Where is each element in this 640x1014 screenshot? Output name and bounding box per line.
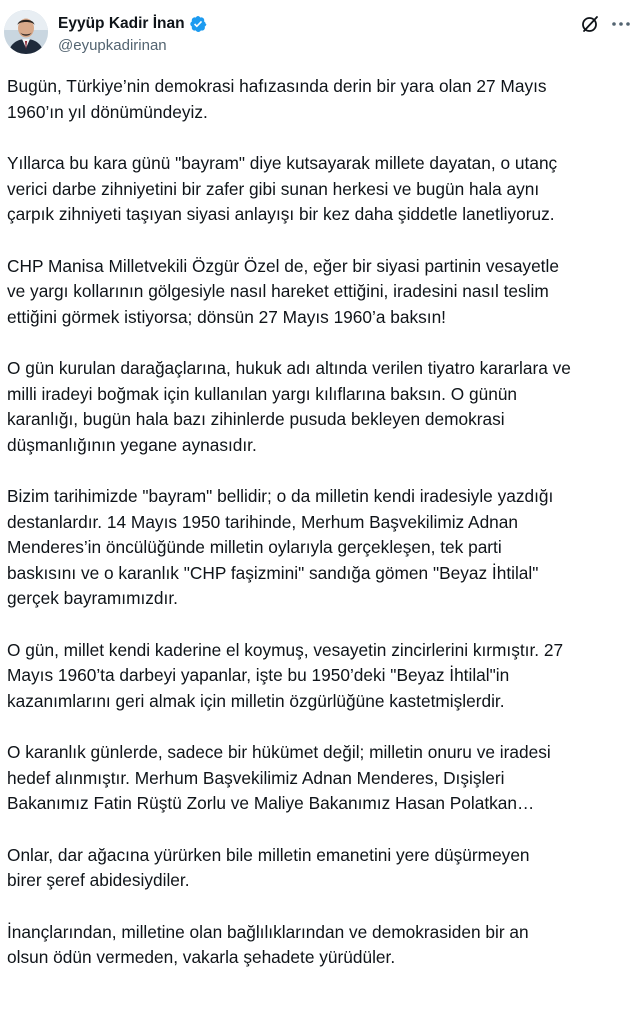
tweet-text-line: Bizim tarihimizde "bayram" bellidir; o da milletin kendi iradesiyle yazdığı <box>7 486 554 506</box>
tweet-text-line: ettiğini görmek istiyorsa; dönsün 27 Mayıs 1960’a baksın! <box>7 306 446 327</box>
tweet-text-line: Menderes’in öncülüğünde milletin oylarıyla gerçekleşen, tek parti <box>7 537 502 557</box>
tweet-text-line: O gün kurulan darağaçlarına, hukuk adı altında verilen tiyatro kararlara ve <box>7 358 571 378</box>
tweet-paragraph <box>7 484 635 612</box>
profile-photo <box>4 10 48 54</box>
tweet-text-line: baskısını ve o karanlık "CHP faşizmini" sandığa gömen "Beyaz İhtilal" <box>7 562 539 583</box>
author-names <box>58 13 207 56</box>
tweet-text-line: olsun ödün vermeden, vakarla şehadete yürüdüler. <box>7 947 396 967</box>
avatar[interactable] <box>4 10 48 54</box>
tweet-text-line: çarpık zihniyeti taşıyan siyasi anlayışı bir kez daha şiddetle lanetliyoruz. <box>7 204 555 224</box>
tweet-text-line: O karanlık günlerde, sadece bir hükümet değil; milletin onuru ve iradesi <box>7 742 551 762</box>
tweet-text-line: ve yargı kollarının gölgesiyle nasıl hareket ettiğini, iradesini nasıl teslim <box>7 281 549 301</box>
tweet-text-line: verici darbe zihniyetini bir zafer gibi sunan herkesi ve bugün hala aynı <box>7 178 540 199</box>
author-handle[interactable]: @eyupkadirinan <box>58 37 167 54</box>
grok-icon[interactable] <box>580 14 600 34</box>
more-options-icon[interactable] <box>610 14 632 34</box>
tweet-text-line: milli iradeyi boğmak için kullanılan yargı kılıflarına baksın. O günün <box>7 383 518 404</box>
tweet-text-line: İnançlarından, milletine olan bağlılıklarından ve demokrasiden bir an <box>7 921 529 942</box>
tweet-text-line: birer şeref abidesiydiler. <box>7 870 190 890</box>
tweet-paragraph <box>7 740 635 817</box>
tweet-text-line: CHP Manisa Milletvekili Özgür Özel de, eğer bir siyasi partinin vesayetle <box>7 255 559 276</box>
tweet-text-line: 1960’ın yıl dönümündeyiz. <box>7 101 208 122</box>
tweet-text-line: kazanımlarını geri almak için milletin özgürlüğüne kastetmişlerdir. <box>7 690 505 711</box>
tweet-header <box>0 0 640 70</box>
tweet-paragraph <box>7 151 635 228</box>
tweet-text-line: düşmanlığının yegane aynasıdır. <box>7 434 257 455</box>
tweet-paragraph <box>7 356 635 458</box>
tweet-paragraph <box>7 638 635 715</box>
tweet-text-line: Yıllarca bu kara günü "bayram" diye kutsayarak millete dayatan, o utanç <box>7 153 558 173</box>
tweet-text-line: O gün, millet kendi kaderine el koymuş, vesayetin zincirlerini kırmıştır. 27 <box>7 639 564 660</box>
verified-badge-icon[interactable] <box>189 15 207 33</box>
tweet-paragraph <box>7 74 635 125</box>
tweet-text <box>7 74 635 997</box>
tweet-paragraph <box>7 843 635 894</box>
tweet-paragraph <box>7 920 635 971</box>
tweet-text-line: hedef alınmıştır. Merhum Başvekilimiz Adnan Menderes, Dışişleri <box>7 767 505 788</box>
tweet-text-line: Bakanımız Fatin Rüştü Zorlu ve Maliye Bakanımız Hasan Polatkan… <box>7 793 535 813</box>
tweet-text-line: Mayıs 1960’ta darbeyi yapanlar, işte bu 1950’deki "Beyaz İhtilal"in <box>7 665 510 685</box>
tweet-text-line: karanlığı, bugün hala bazı zihinlerde pusuda bekleyen demokrasi <box>7 409 505 429</box>
display-name[interactable]: Eyyüp Kadir İnan <box>58 15 185 32</box>
tweet-text-line: Onlar, dar ağacına yürürken bile milletin emanetini yere düşürmeyen <box>7 844 530 865</box>
tweet-text-line: Bugün, Türkiye’nin demokrasi hafızasında derin bir yara olan 27 Mayıs <box>7 76 547 96</box>
display-name-row <box>58 13 207 35</box>
tweet-paragraph <box>7 254 635 331</box>
tweet-text-line: gerçek bayramımızdır. <box>7 588 178 608</box>
tweet-text-line: destanlardır. 14 Mayıs 1950 tarihinde, Merhum Başvekilimiz Adnan <box>7 511 519 532</box>
